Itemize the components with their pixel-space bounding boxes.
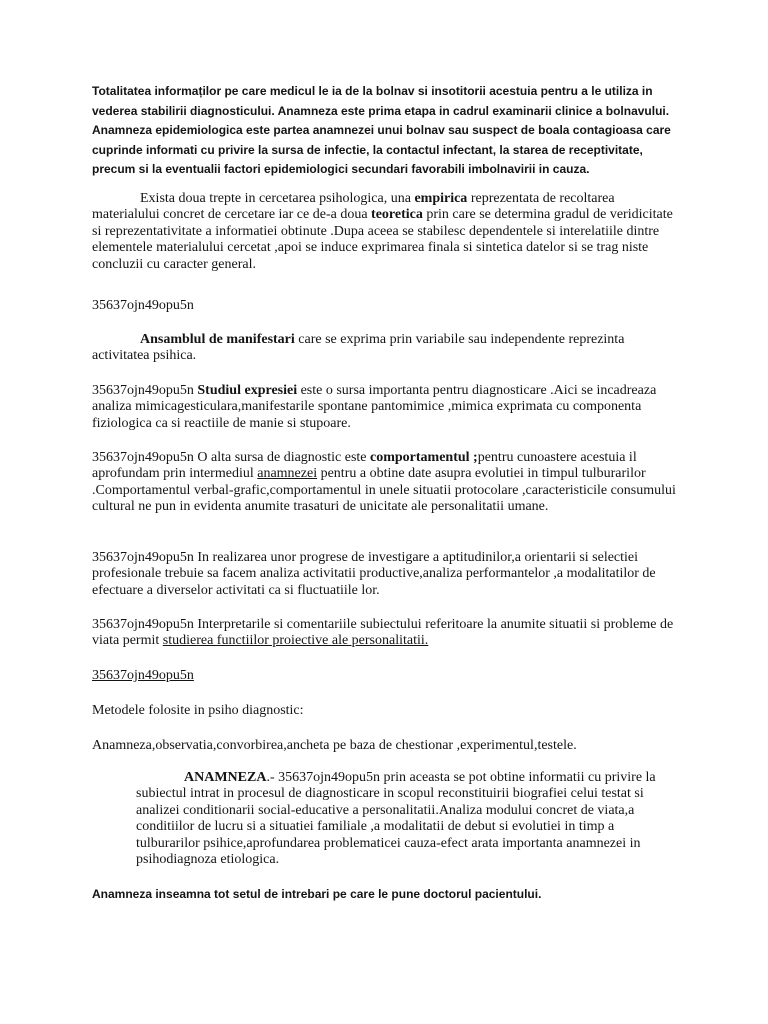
comport-text-2: pentru cunoastere acestuia il aprofundam prin intermediul — [92, 450, 637, 482]
anamneza-bold: ANAMNEZA — [184, 770, 267, 785]
trepte-text-2: reprezentata de recoltarea materialului concret de cercetare iar ce de-a doua — [92, 191, 615, 223]
interp-text: 35637ojn49opu5n Interpretarile si comentariile subiectului referitoare la anumite situatii si probleme de viata permit — [92, 617, 674, 649]
empirica-bold: empirica — [414, 191, 468, 206]
anamnezei-link-text: anamnezei — [257, 466, 318, 482]
anamneza-text: .- 35637ojn49opu5n prin aceasta se pot obtine informatii cu privire la subiectul intrat in procesul de diagnosticare in scopul reconstituirii biografiei celui testat si analizei conditionarii social-educative a personalitatii.Analiza modului concret de viata,a conditiilor de lucru si a situatiei familiale ,a modalitatii de debut si evolutiei in timp a tulburarilor psihice,aprofundarea problematicei cauza-efect arata importanta anamnezei in psihodiagnoza etiologica. — [136, 770, 656, 868]
comport-text-3: pentru a obtine date asupra evolutiei in timpul tulburarilor .Comportamentul verbal-grafic,comportamentul in unele situatii protocolare ,caracteristicile consumului cultural ne pun in evidenta anumite trasaturi de unicitate ale personalitatii umane. — [92, 466, 676, 515]
code-line-1: 35637ojn49opu5n — [92, 298, 194, 313]
intro-paragraph: Totalitatea informaților pe care medicul le ia de la bolnav si insotitorii acestuia pentru a le utiliza in vederea stabilirii diagnosticului. Anamneza este prima etapa in cadrul examinarii clinice a bolnavului. Anamneza epidemiologica este partea anamnezei unui bolnav sau suspect de boala contagioasa care cuprinde informati cu privire la sursa de infectie, la contactul infectant, la starea de receptivitate, precum si la eventualii factori epidemiologici secundari favorabili imbolnavirii in cauza. — [92, 84, 671, 176]
studiul-code: 35637ojn49opu5n — [92, 383, 198, 398]
teoretica-bold: teoretica — [371, 207, 423, 223]
trepte-text-3: prin care se determina gradul de veridicitate si reprezentativitate a informatiei obtinute .Dupa aceea se stabilesc dependentele si interelatiile dintre elementele materialului cercetat ,apoi se induce exprimarea finala si sintetica datelor si se trag niste concluzii cu caracter general. — [92, 207, 673, 272]
realizare-paragraph: 35637ojn49opu5n In realizarea unor progrese de investigare a aptitudinilor,a orientarii si selectiei profesionale trebuie sa facem analiza activitatii productive,analiza performantelor ,a modalitatilor de efectuare a diverselor activitati ca si fluctuatiile lor. — [92, 550, 656, 598]
metode-heading: Metodele folosite in psiho diagnostic: — [92, 703, 304, 718]
comport-text-1: 35637ojn49opu5n O alta sursa de diagnostic este — [92, 450, 371, 465]
metode-list: Anamneza,observatia,convorbirea,ancheta pe baza de chestionar ,experimentul,testele. — [92, 738, 577, 753]
comportament-paragraph — [92, 450, 676, 516]
final-paragraph: Anamneza inseamna tot setul de intrebari pe care le pune doctorul pacientului. — [92, 887, 542, 901]
studiul-text: este o sursa importanta pentru diagnosticare .Aici se incadreaza analiza mimicagesticulara,manifestarile spontane pantomimice ,mimica exprimata cu componenta fiziologica ca si reactiile de manie si stupoare. — [92, 383, 657, 431]
studiul-bold: Studiul expresiei — [197, 383, 298, 398]
comportament-bold: comportamentul ; — [370, 450, 478, 465]
ansamblu-paragraph — [92, 332, 676, 365]
trepte-text-1: Exista doua trepte in cercetarea psihologica, una — [140, 191, 415, 206]
functii-proiective-underlined: studierea functiilor proiective ale personalitatii. — [162, 633, 429, 649]
trepte-paragraph — [92, 191, 676, 273]
ansamblu-text: care se exprima prin variabile sau independente reprezinta activitatea psihica. — [92, 332, 625, 364]
code-line-2: 35637ojn49opu5n — [92, 668, 194, 683]
ansamblu-bold: Ansamblul de manifestari — [140, 332, 295, 347]
studiul-paragraph — [92, 383, 676, 432]
interpretari-paragraph — [92, 617, 676, 650]
anamneza-paragraph — [136, 770, 676, 868]
